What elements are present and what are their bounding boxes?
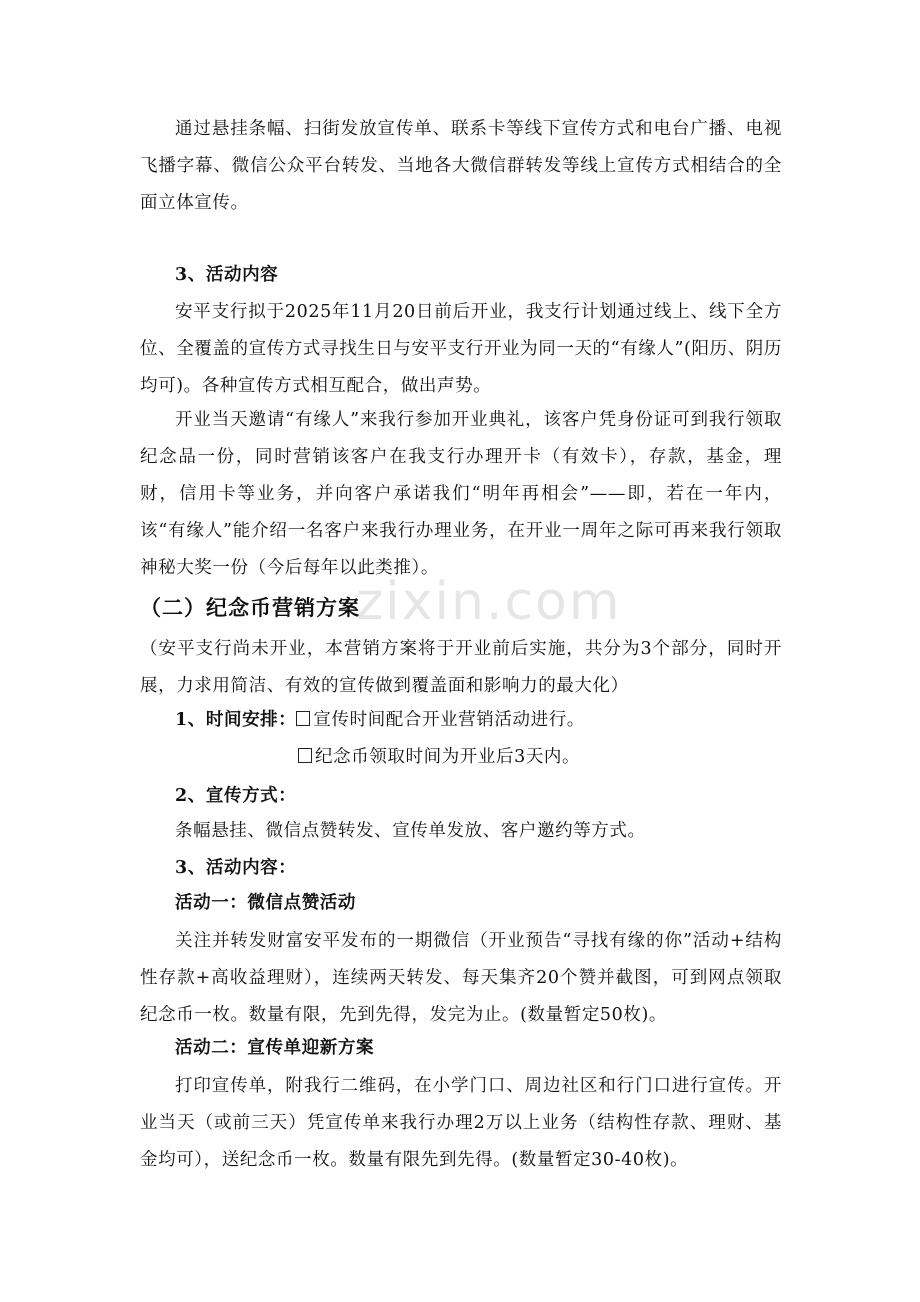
time-arrangement-label: 1、时间安排：	[175, 710, 297, 730]
heading-activity-content: 3、活动内容	[175, 265, 279, 285]
heading-publicity-method: 2、宣传方式：	[175, 786, 297, 806]
paragraph-opening-day: 开业当天邀请“有缘人”来我行参加开业典礼，该客户凭身份证可到我行领取纪念品一份，同时营销该客户在我支行办理开卡（有效卡），存款，基金，理财，信用卡等业务，并向客户承诺我们“明年再相会”——即，若在一年内，该“有缘人”能介绍一名客户来我行办理业务，在开业一周年之际可再来我行领取神秘大奖一份（今后每年以此类推）。	[140, 410, 782, 578]
checkbox-icon	[298, 748, 312, 763]
watermark: zixin.com	[356, 572, 622, 632]
paragraph-method-list: 条幅悬挂、微信点赞转发、宣传单发放、客户邀约等方式。	[175, 821, 646, 841]
heading-activity-one: 活动一：微信点赞活动	[175, 893, 356, 913]
heading-activity-two: 活动二：宣传单迎新方案	[175, 1038, 375, 1058]
time-item-row	[298, 743, 580, 768]
time-item-publicity: 宣传时间配合开业营销活动进行。	[313, 710, 585, 730]
paragraph-wechat-like: 关注并转发财富安平发布的一期微信（开业预告“寻找有缘的你”活动+结构性存款+高收益理财），连续两天转发、每天集齐20个赞并截图，可到网点领取纪念币一枚。数量有限，先到先得，发完为止。(数量暂定50枚)。	[140, 931, 782, 1025]
heading-activity-content-2: 3、活动内容：	[175, 858, 297, 878]
section-title: （二）纪念币营销方案	[140, 596, 360, 620]
paragraph-leaflet: 打印宣传单，附我行二维码，在小学门口、周边社区和行门口进行宣传。开业当天（或前三天）凭宣传单来我行办理2万以上业务（结构性存款、理财、基金均可），送纪念币一枚。数量有限先到先得。(数量暂定30-40枚)。	[140, 1076, 782, 1170]
time-arrangement-row	[175, 706, 585, 731]
time-item-collection: 纪念币领取时间为开业后3天内。	[315, 747, 581, 767]
checkbox-icon	[296, 711, 310, 726]
paragraph-opening-plan: 安平支行拟于2025年11月20日前后开业，我支行计划通过线上、线下全方位、全覆盖的宣传方式寻找生日与安平支行开业为同一天的“有缘人”(阳历、阴历均可)。各种宣传方式相互配合，做出声势。	[140, 302, 782, 396]
paragraph-scheme-intro: （安平支行尚未开业，本营销方案将于开业前后实施，共分为3个部分，同时开展，力求用简洁、有效的宣传做到覆盖面和影响力的最大化）	[140, 639, 782, 696]
paragraph-publicity-methods: 通过悬挂条幅、扫街发放宣传单、联系卡等线下宣传方式和电台广播、电视飞播字幕、微信公众平台转发、当地各大微信群转发等线上宣传方式相结合的全面立体宣传。	[140, 119, 782, 213]
